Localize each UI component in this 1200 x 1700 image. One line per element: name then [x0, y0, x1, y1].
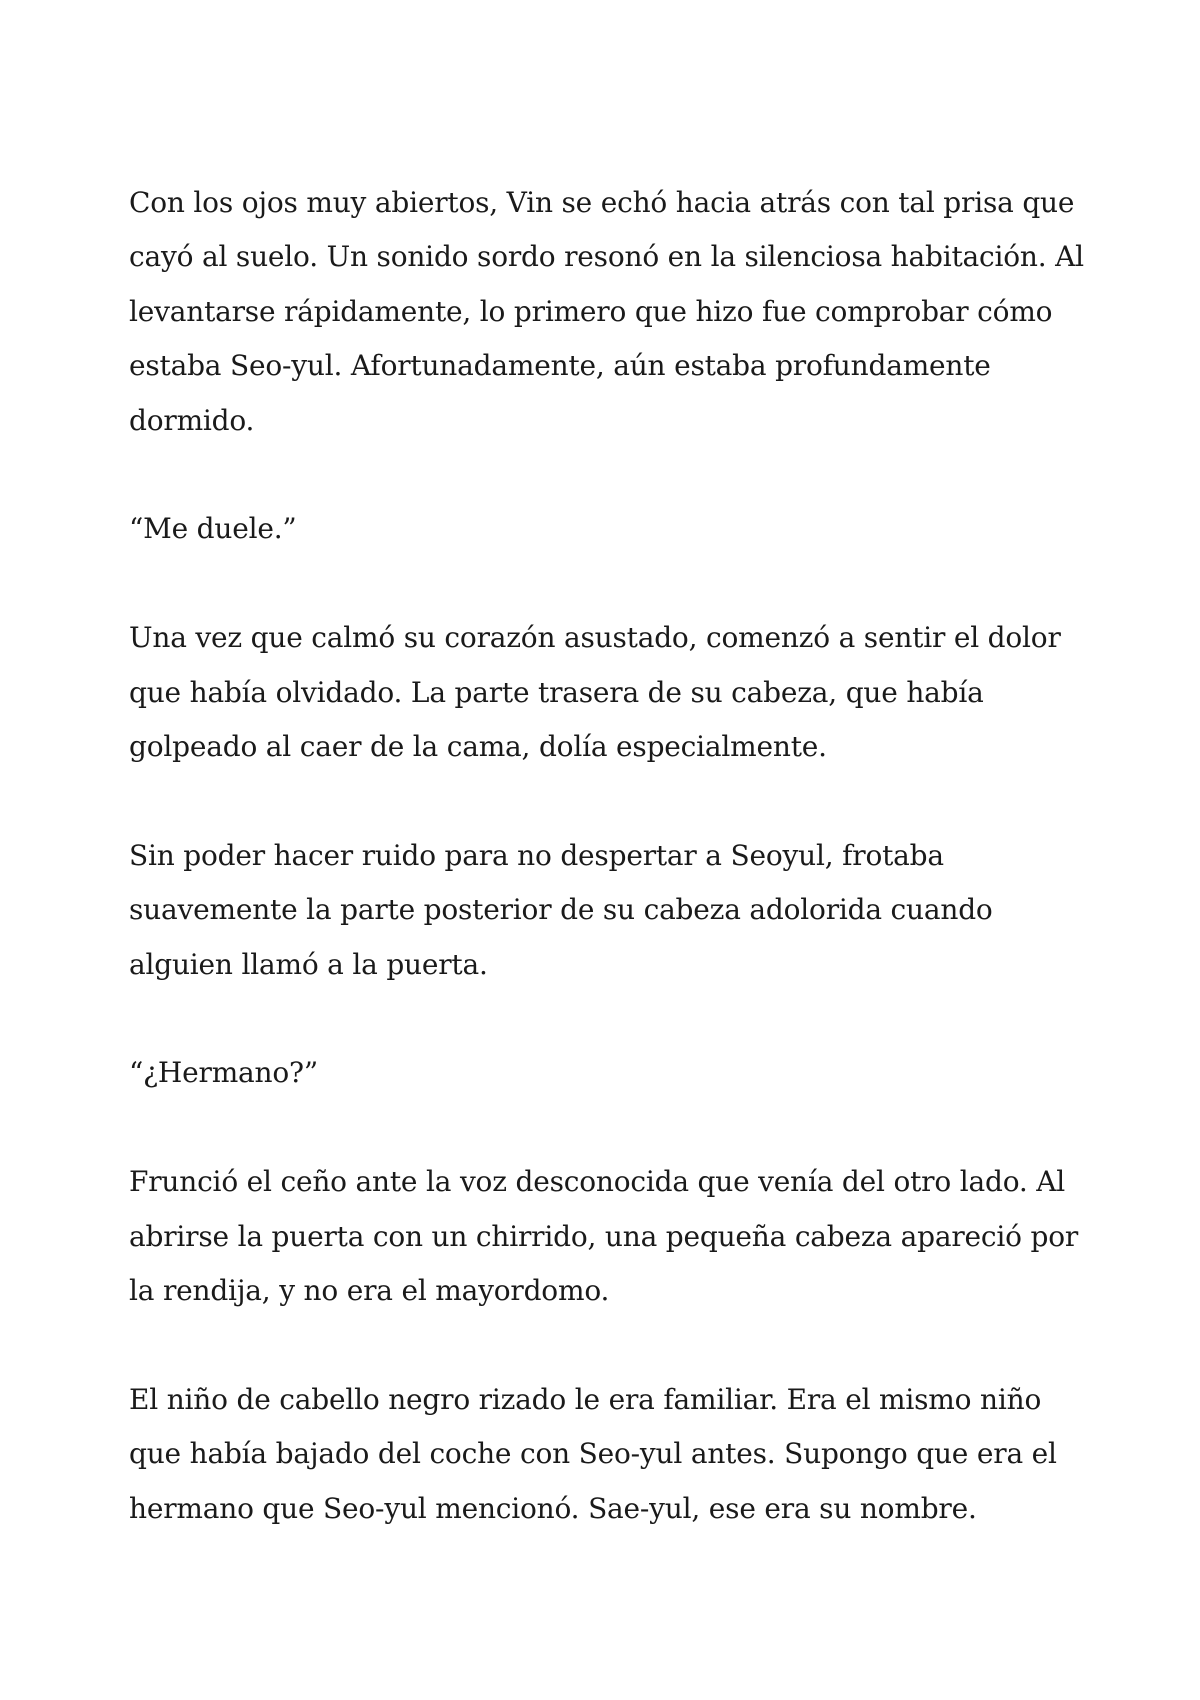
paragraph-2: Una vez que calmó su corazón asustado, comenzó a sentir el dolor que había olvidado. La parte trasera de su cabeza, que había golpeado al caer de la cama, dolía especialmente.	[129, 621, 1061, 764]
paragraph-5: El niño de cabello negro rizado le era familiar. Era el mismo niño que había bajado del coche con Seo-yul antes. Supongo que era el hermano que Seo-yul mencionó. Sae-yul, ese era su nombre.	[129, 1382, 1057, 1525]
dialogue-hermano: “¿Hermano?”	[129, 1056, 318, 1090]
dialogue-me-duele: “Me duele.”	[129, 512, 297, 546]
paragraph-3: Sin poder hacer ruido para no despertar a Seoyul, frotaba suavemente la parte posterior de su cabeza adolorida cuando alguien llamó a la puerta.	[129, 838, 993, 981]
document-page	[129, 176, 1089, 1590]
paragraph-1: Con los ojos muy abiertos, Vin se echó hacia atrás con tal prisa que cayó al suelo. Un sonido sordo resonó en la silenciosa habitación. Al levantarse rápidamente, lo primero que hizo fue comprobar cómo estaba Seo-yul. Afortunadamente, aún estaba profundamente dormido.	[129, 186, 1084, 437]
paragraph-4: Frunció el ceño ante la voz desconocida que venía del otro lado. Al abrirse la puerta con un chirrido, una pequeña cabeza apareció por la rendija, y no era el mayordomo.	[129, 1165, 1079, 1308]
